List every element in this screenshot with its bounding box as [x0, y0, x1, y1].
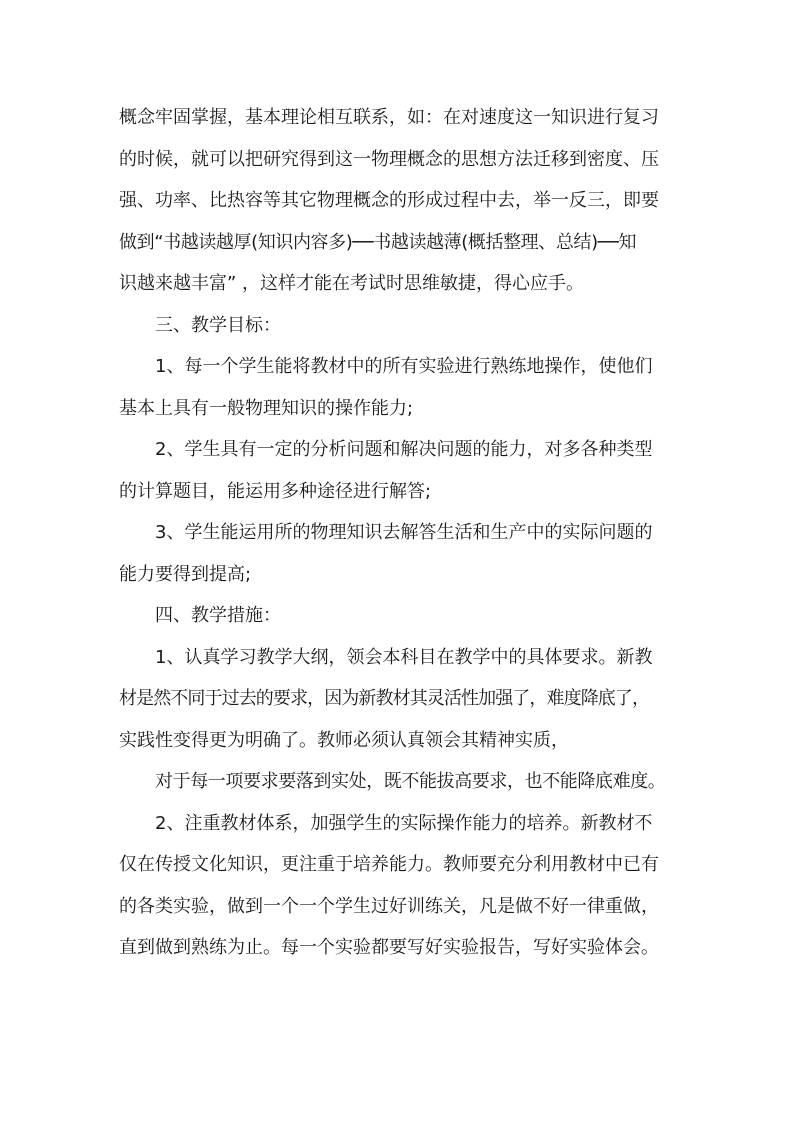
text-line: 实践性变得更为明确了。教师必须认真领会其精神实质，	[119, 729, 569, 751]
document-body	[119, 97, 679, 969]
text-line: 识越来越丰富” ，这样才能在考试时思维敏捷，得心应手。	[119, 273, 585, 294]
text-line: 2、注重教材体系，加强学生的实际操作能力的培养。新教材不	[155, 812, 653, 834]
text-line: 做到“书越读越厚(知识内容多)──书越读越薄(概括整理、总结)──知	[119, 231, 637, 253]
text-line: 对于每一项要求要落到实处，既不能拔高要求，也不能降底难度。	[155, 771, 666, 792]
text-line: 的时候，就可以把研究得到这一物理概念的思想方法迁移到密度、压	[119, 148, 659, 170]
text-line: 仅在传授文化知识，更注重于培养能力。教师要充分利用教材中已有	[119, 854, 659, 875]
text-line: 直到做到熟练为止。每一个实验都要写好实验报告，写好实验体会。	[119, 937, 659, 958]
text-line: 1、每一个学生能将教材中的所有实验进行熟练地操作，使他们	[155, 356, 653, 377]
section-heading: 三、教学目标：	[155, 314, 281, 336]
text-line: 能力要得到提高;	[119, 563, 252, 585]
text-line: 的计算题目，能运用多种途径进行解答;	[119, 480, 432, 502]
section-heading: 四、教学措施：	[155, 605, 281, 626]
text-line: 1、认真学习教学大纲，领会本科目在教学中的具体要求。新教	[155, 646, 653, 668]
text-line: 的各类实验，做到一个一个学生过好训练关，凡是做不好一律重做，	[119, 895, 659, 917]
text-line: 3、学生能运用所的物理知识去解答生活和生产中的实际问题的	[155, 522, 653, 543]
text-line: 基本上具有一般物理知识的操作能力;	[119, 397, 414, 419]
text-line: 概念牢固掌握，基本理论相互联系，如：在对速度这一知识进行复习	[119, 107, 659, 128]
text-line: 强、功率、比热容等其它物理概念的形成过程中去，举一反三，即要	[119, 190, 659, 211]
text-line: 材是然不同于过去的要求，因为新教材其灵活性加强了，难度降底了，	[119, 688, 650, 709]
text-line: 2、学生具有一定的分析问题和解决问题的能力，对多各种类型	[155, 439, 653, 460]
